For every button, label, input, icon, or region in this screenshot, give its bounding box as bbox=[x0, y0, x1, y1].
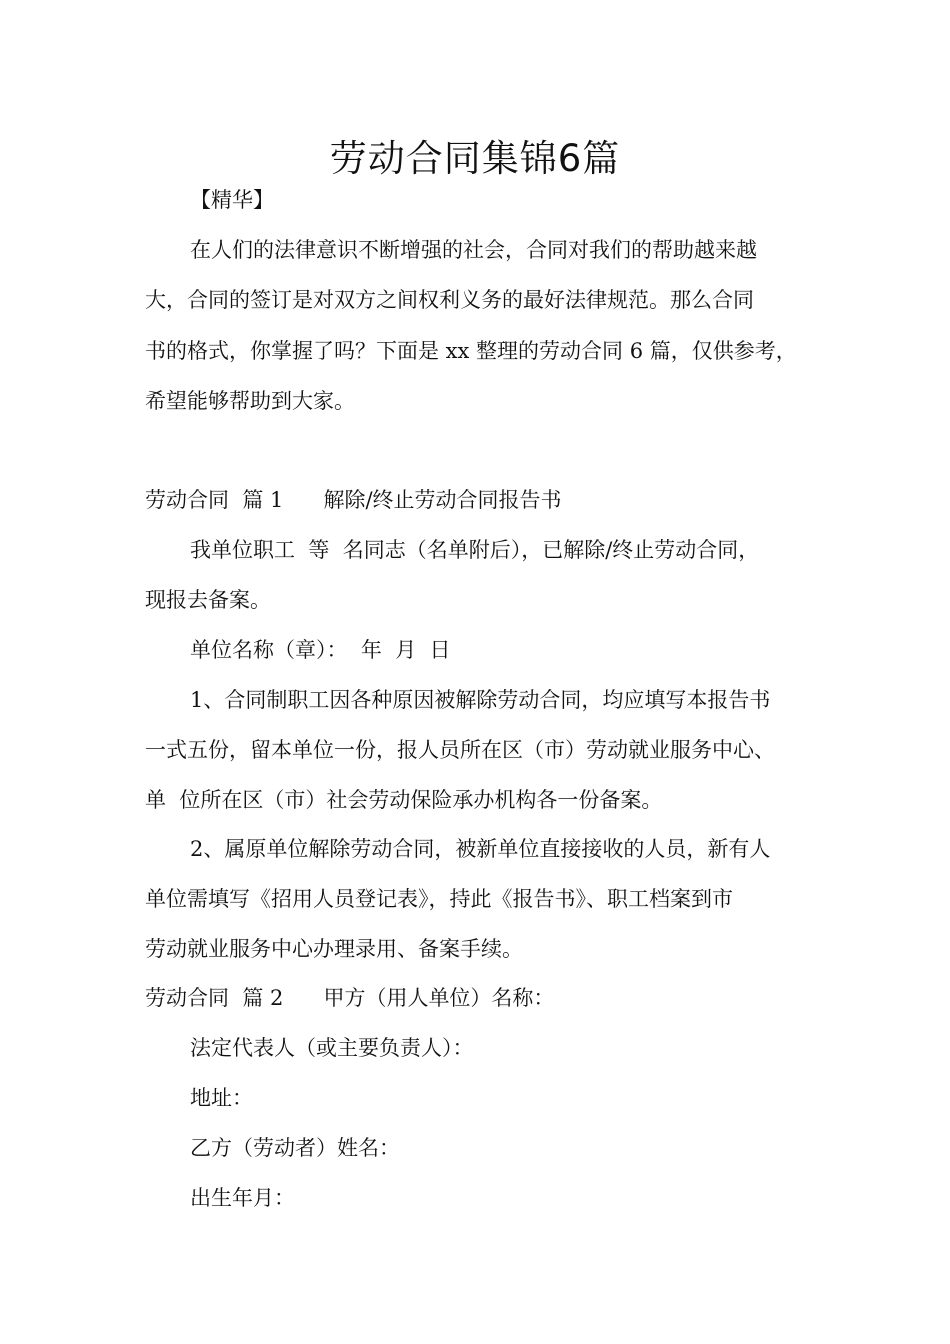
paragraph-line: 一式五份，留本单位一份，报人员所在区（市）劳动就业服务中心、 bbox=[145, 738, 775, 762]
paragraph-line: 乙方（劳动者）姓名： bbox=[190, 1136, 400, 1160]
paragraph-line: 劳动就业服务中心办理录用、备案手续。 bbox=[145, 937, 523, 961]
paragraph-line: 单位需填写《招用人员登记表》，持此《报告书》、职工档案到市 bbox=[145, 887, 733, 911]
paragraph-line: 2、属原单位解除劳动合同，被新单位直接接收的人员，新有人 bbox=[190, 837, 771, 861]
paragraph-line: 出生年月： bbox=[190, 1186, 295, 1210]
section-heading-1: 劳动合同 篇 1 解除/终止劳动合同报告书 bbox=[145, 488, 562, 512]
document-title: 劳动合同集锦6篇 bbox=[329, 137, 621, 180]
paragraph-line: 单位名称（章）： 年 月 日 bbox=[190, 638, 451, 662]
paragraph-line: 法定代表人（或主要负责人）： bbox=[190, 1036, 474, 1060]
intro-line-4: 希望能够帮助到大家。 bbox=[145, 389, 355, 413]
paragraph-line: 地址： bbox=[190, 1086, 253, 1110]
intro-line-3: 书的格式，你掌握了吗？下面是 xx 整理的劳动合同 6 篇，仅供参考， bbox=[145, 339, 797, 363]
intro-line-2: 大，合同的签订是对双方之间权利义务的最好法律规范。那么合同 bbox=[145, 288, 754, 312]
paragraph-line: 我单位职工 等 名同志（名单附后），已解除/终止劳动合同， bbox=[190, 538, 760, 562]
paragraph-line: 单 位所在区（市）社会劳动保险承办机构各一份备案。 bbox=[145, 788, 663, 812]
tag-line: 【精华】 bbox=[190, 188, 274, 212]
intro-line-1: 在人们的法律意识不断增强的社会，合同对我们的帮助越来越 bbox=[190, 238, 757, 262]
paragraph-line: 现报去备案。 bbox=[145, 588, 271, 612]
paragraph-line: 1、合同制职工因各种原因被解除劳动合同，均应填写本报告书 bbox=[190, 688, 771, 712]
section-heading-2: 劳动合同 篇 2 甲方（用人单位）名称： bbox=[145, 986, 555, 1010]
